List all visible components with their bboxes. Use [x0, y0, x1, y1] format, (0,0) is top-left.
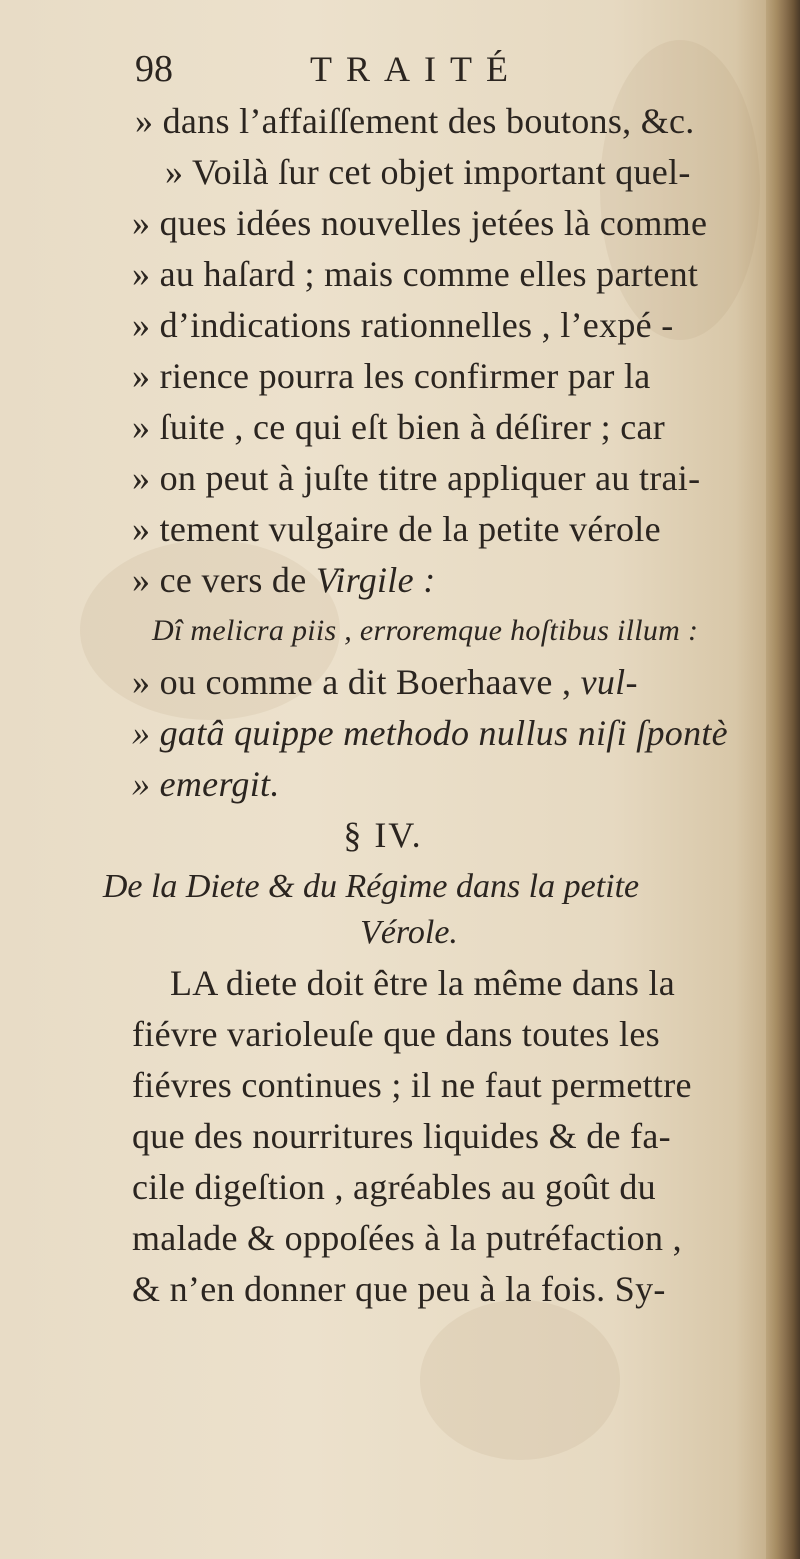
text-line: fiévres continues ; il ne faut permettre: [132, 1065, 692, 1105]
text-line: » Voilà ſur cet objet important quel-: [165, 152, 691, 192]
section-number: § IV.: [343, 815, 423, 855]
text-line: malade & oppoſées à la putréfaction ,: [132, 1218, 682, 1258]
text-line: » ſuite , ce qui eſt bien à déſirer ; car: [132, 407, 666, 447]
text-line: » dans l’affaiſſement des boutons, &c.: [135, 101, 695, 141]
book-spine: [766, 0, 800, 1559]
section-title: De la Diete & du Régime dans la petite: [102, 868, 640, 905]
text-line: que des nourritures liquides & de fa-: [132, 1116, 671, 1156]
boerhaave-line-text: » ou comme a dit Boerhaave ,: [132, 662, 581, 702]
author-name-virgile: Virgile :: [315, 560, 436, 600]
running-title: TRAITÉ: [310, 49, 522, 89]
text-line: » on peut à juſte titre appliquer au trai-: [132, 458, 701, 498]
text-line: & n’en donner que peu à la fois. Sy-: [132, 1269, 666, 1309]
paper-stain: [420, 1300, 620, 1460]
latin-quote-start: vul-: [580, 662, 638, 702]
latin-quote-end: » emergit.: [132, 764, 280, 804]
text-line: » rience pourra les confirmer par la: [132, 356, 651, 396]
virgil-line-text: » ce vers de: [132, 560, 316, 600]
section-title-continued: Vérole.: [360, 914, 458, 951]
latin-quote: » gatâ quippe methodo nullus niſi ſpontè: [132, 713, 728, 753]
virgil-line: [132, 555, 435, 605]
text-line: » au haſard ; mais comme elles partent: [132, 254, 699, 294]
text-line: LA diete doit être la même dans la: [170, 963, 676, 1003]
text-line: » ques idées nouvelles jetées là comme: [132, 203, 708, 243]
text-line: » tement vulgaire de la petite vérole: [132, 509, 661, 549]
text-line: cile digeſtion , agréables au goût du: [132, 1167, 656, 1207]
page-number: 98: [135, 48, 173, 90]
latin-verse: Dî melicra piis , erroremque hoſtibus illum :: [152, 614, 699, 647]
boerhaave-line: [132, 657, 638, 707]
text-line: fiévre varioleuſe que dans toutes les: [132, 1014, 660, 1054]
page-header: [135, 44, 695, 94]
text-line: » d’indications rationnelles , l’expé -: [132, 305, 674, 345]
